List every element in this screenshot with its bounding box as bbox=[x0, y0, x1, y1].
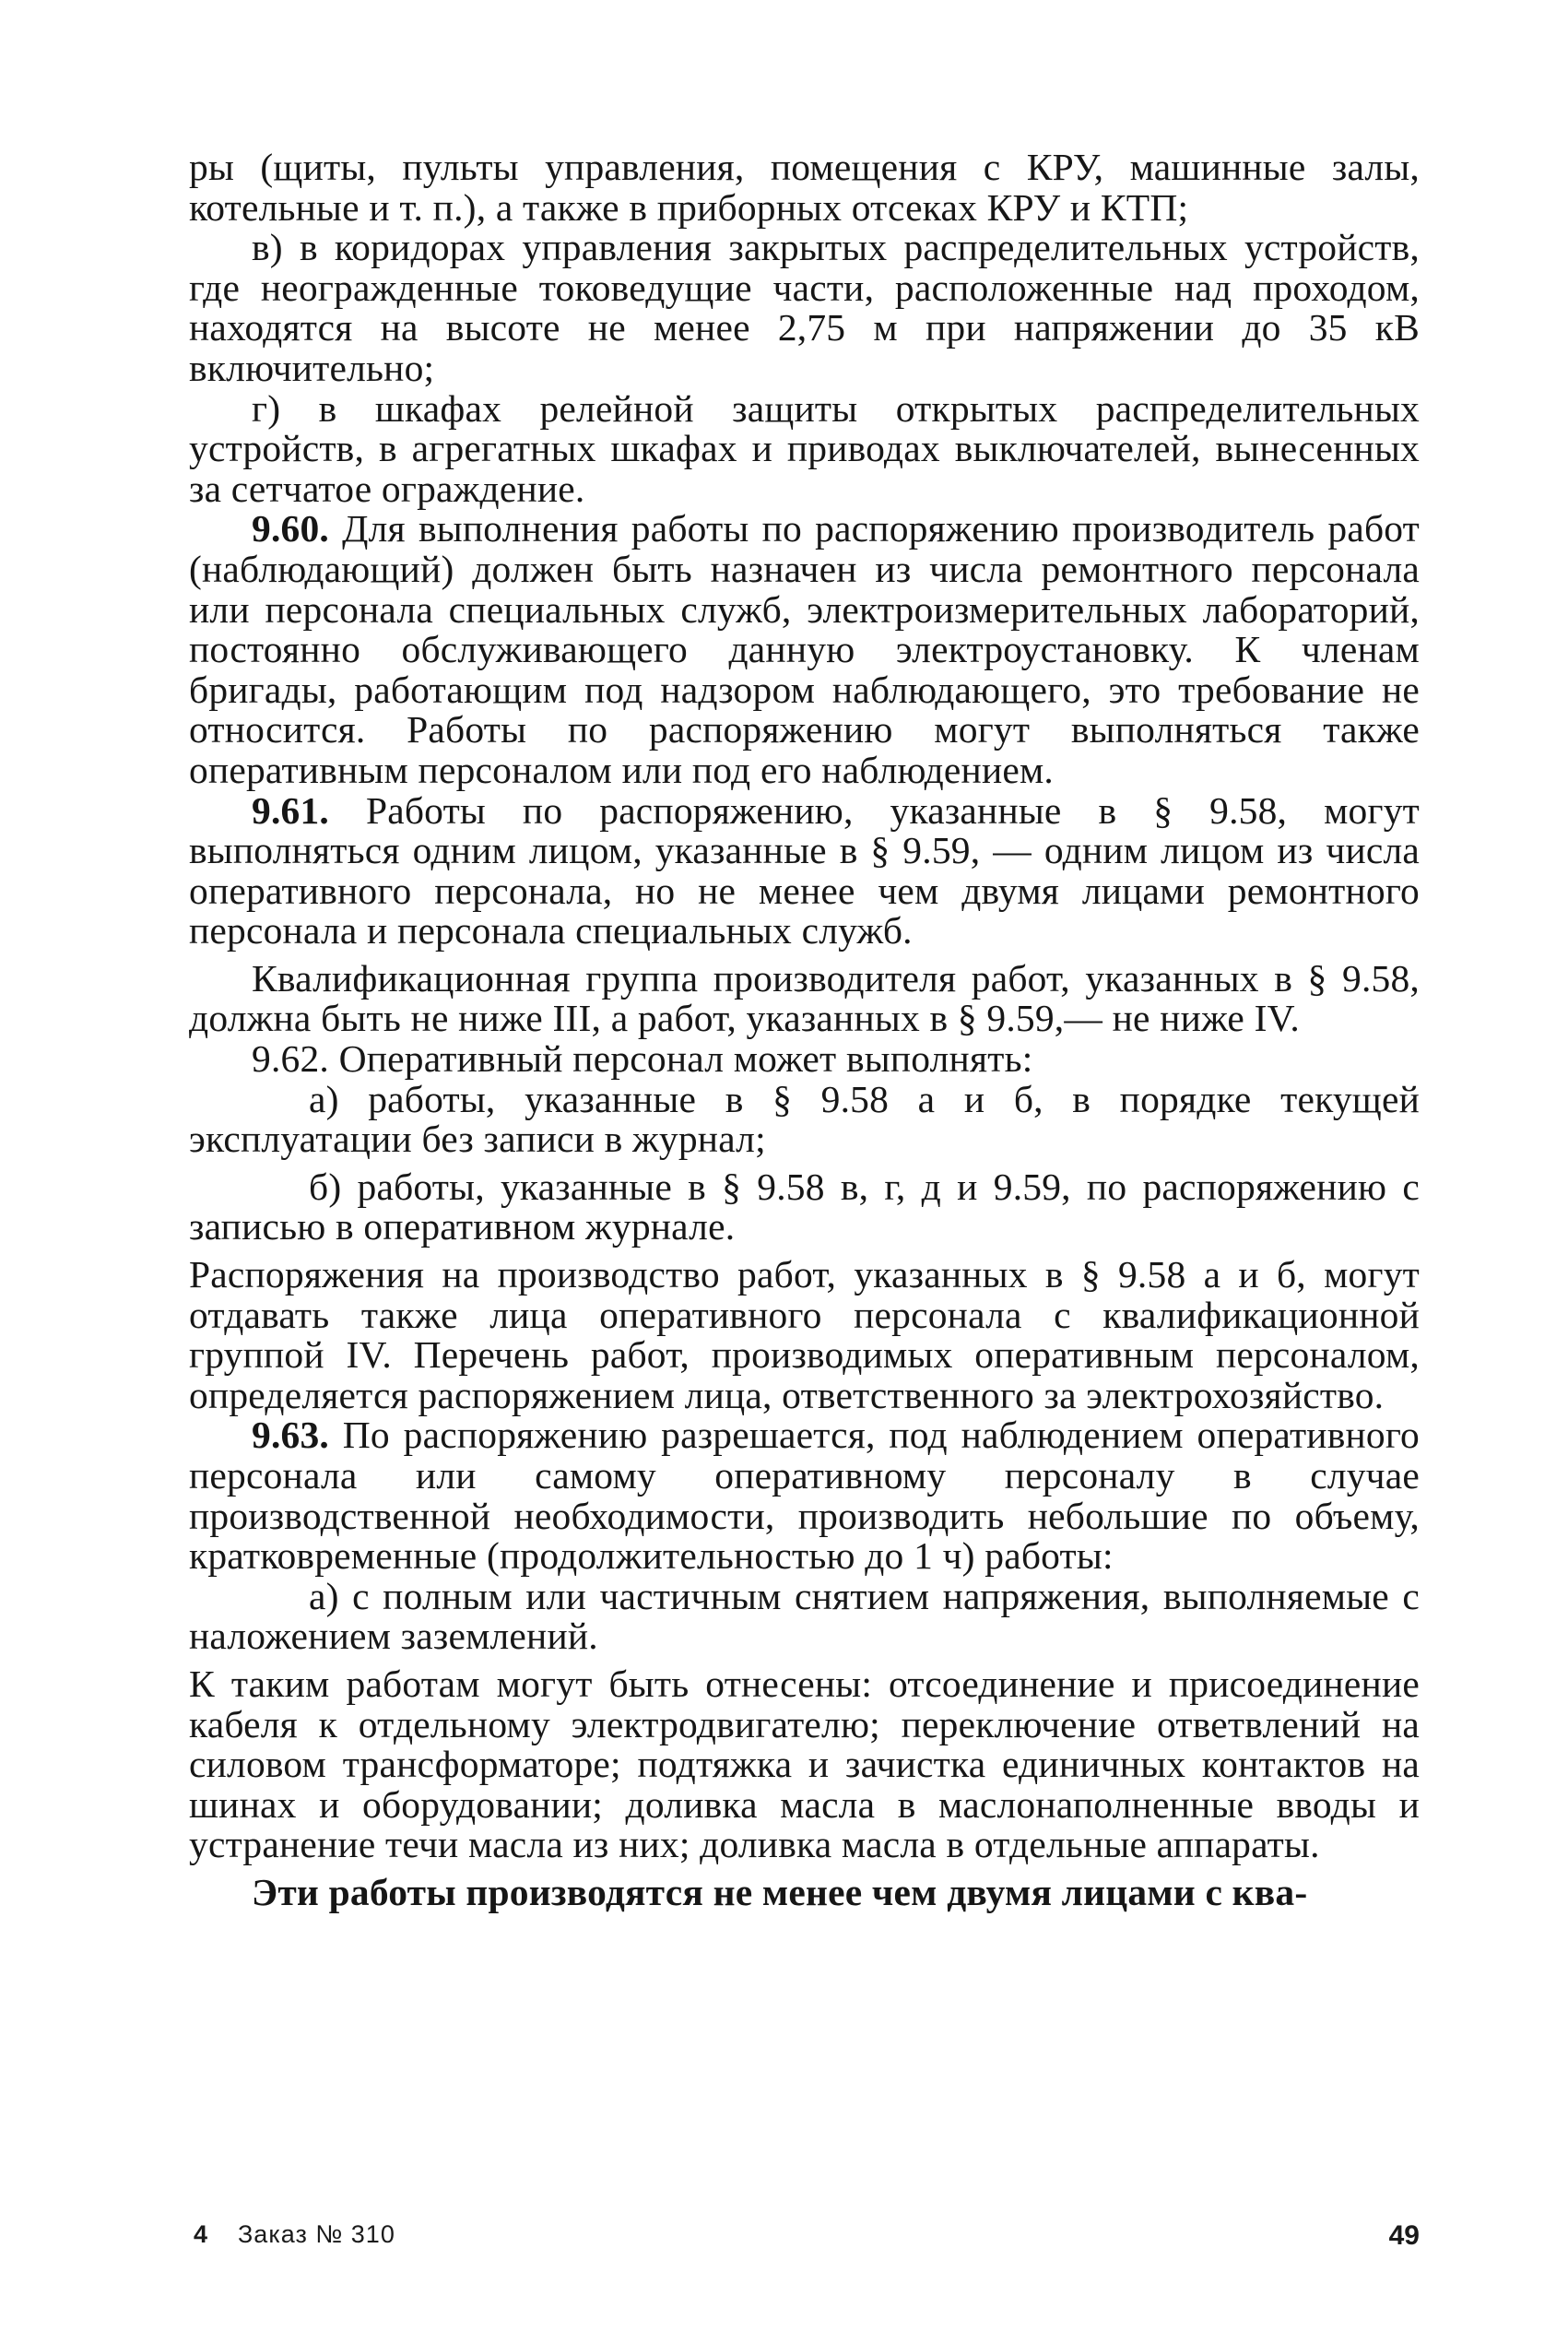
section-number: 9.61. bbox=[252, 788, 329, 832]
paragraph-item-v: в) в коридорах управления закрытых распределительных устройств, где неогражденные токоведущие части, расположенные над проходом, находятся на высоте не менее 2,75 м при напряжении до 35 кВ включительно; bbox=[189, 226, 1420, 389]
paragraph-item-b: б) работы, указанные в § 9.58 в, г, д и 9.59, по распоряжению с записью в оперативном журнале. bbox=[189, 1165, 1420, 1248]
section-text: Для выполнения работы по распоряжению производитель работ (наблюдающий) должен быть назначен из числа ремонтного персонала или персонала специальных служб, электроизмерительных лабораторий, постоянно обслуживающего данную электроустановку. К членам бригады, работающим под надзором наблюдающего, это требование не относится. Работы по распоряжению могут выполняться также оперативным персоналом или под его наблюдением. bbox=[189, 507, 1421, 791]
section-number: 9.62. bbox=[252, 1037, 329, 1081]
page-body bbox=[189, 148, 1420, 2204]
print-order: Заказ № 310 bbox=[238, 2220, 395, 2248]
signature-mark: 4 bbox=[194, 2220, 208, 2248]
section-number: 9.63. bbox=[252, 1414, 329, 1457]
section-9-62 bbox=[189, 1039, 1420, 1080]
paragraph-item-g: г) в шкафах релейной защиты открытых распределительных устройств, в агрегатных шкафах и приводах выключателей, вынесенных за сетчатое ограждение. bbox=[189, 386, 1420, 510]
page-footer bbox=[194, 2220, 1420, 2257]
paragraph-item-a-voltage: а) с полным или частичным снятием напряжения, выполняемые с наложением заземлений. bbox=[189, 1574, 1420, 1658]
section-text: По распоряжению разрешается, под наблюдением оперативного персонала или самому оперативному персоналу в случае производственной необходимости, производить небольшие по объему, кратковременные (продолжительностью до 1 ч) работы: bbox=[189, 1414, 1421, 1578]
paragraph-continuation: ры (щиты, пульты управления, помещения с КРУ, машинные залы, котельные и т. п.), а также в приборных отсеках КРУ и КТП; bbox=[189, 146, 1420, 229]
page-number: 49 bbox=[1388, 2220, 1420, 2251]
section-number: 9.60. bbox=[252, 507, 329, 550]
section-text: Работы по распоряжению, указанные в § 9.58, могут выполняться одним лицом, указанные в § 9.59, — одним лицом из числа оперативного персонала, но не менее чем двумя лицами ремонтного персонала и персонала специальных служб. bbox=[189, 788, 1421, 953]
paragraph-orders: Распоряжения на производство работ, указанных в § 9.58 а и б, могут отдавать также лица оперативного персонала с квалификационной группой IV. Перечень работ, производимых оперативным персоналом, определяется распоряжением лица, ответственного за электрохозяйство. bbox=[189, 1253, 1420, 1416]
section-9-63 bbox=[189, 1415, 1420, 1576]
paragraph-qualification: Квалификационная группа производителя работ, указанных в § 9.58, должна быть не ниже III, а работ, указанных в § 9.59,— не ниже IV. bbox=[189, 956, 1420, 1040]
section-text: Оперативный персонал может выполнять: bbox=[338, 1037, 1033, 1081]
paragraph-final: Эти работы производятся не менее чем двумя лицами с ква- bbox=[252, 1870, 1308, 1913]
section-9-61 bbox=[189, 788, 1421, 953]
section-9-60 bbox=[189, 509, 1420, 790]
paragraph-examples: К таким работам могут быть отнесены: отсоединение и присоединение кабеля к отдельному электродвигателю; переключение ответвлений на силовом трансформаторе; подтяжка и зачистка единичных контактов на шинах и оборудовании; доливка масла в маслонаполненные вводы и устранение течи масла из них; доливка масла в отдельные аппараты. bbox=[189, 1662, 1420, 1866]
paragraph-item-a: а) работы, указанные в § 9.58 а и б, в порядке текущей эксплуатации без записи в журнал; bbox=[189, 1077, 1420, 1161]
